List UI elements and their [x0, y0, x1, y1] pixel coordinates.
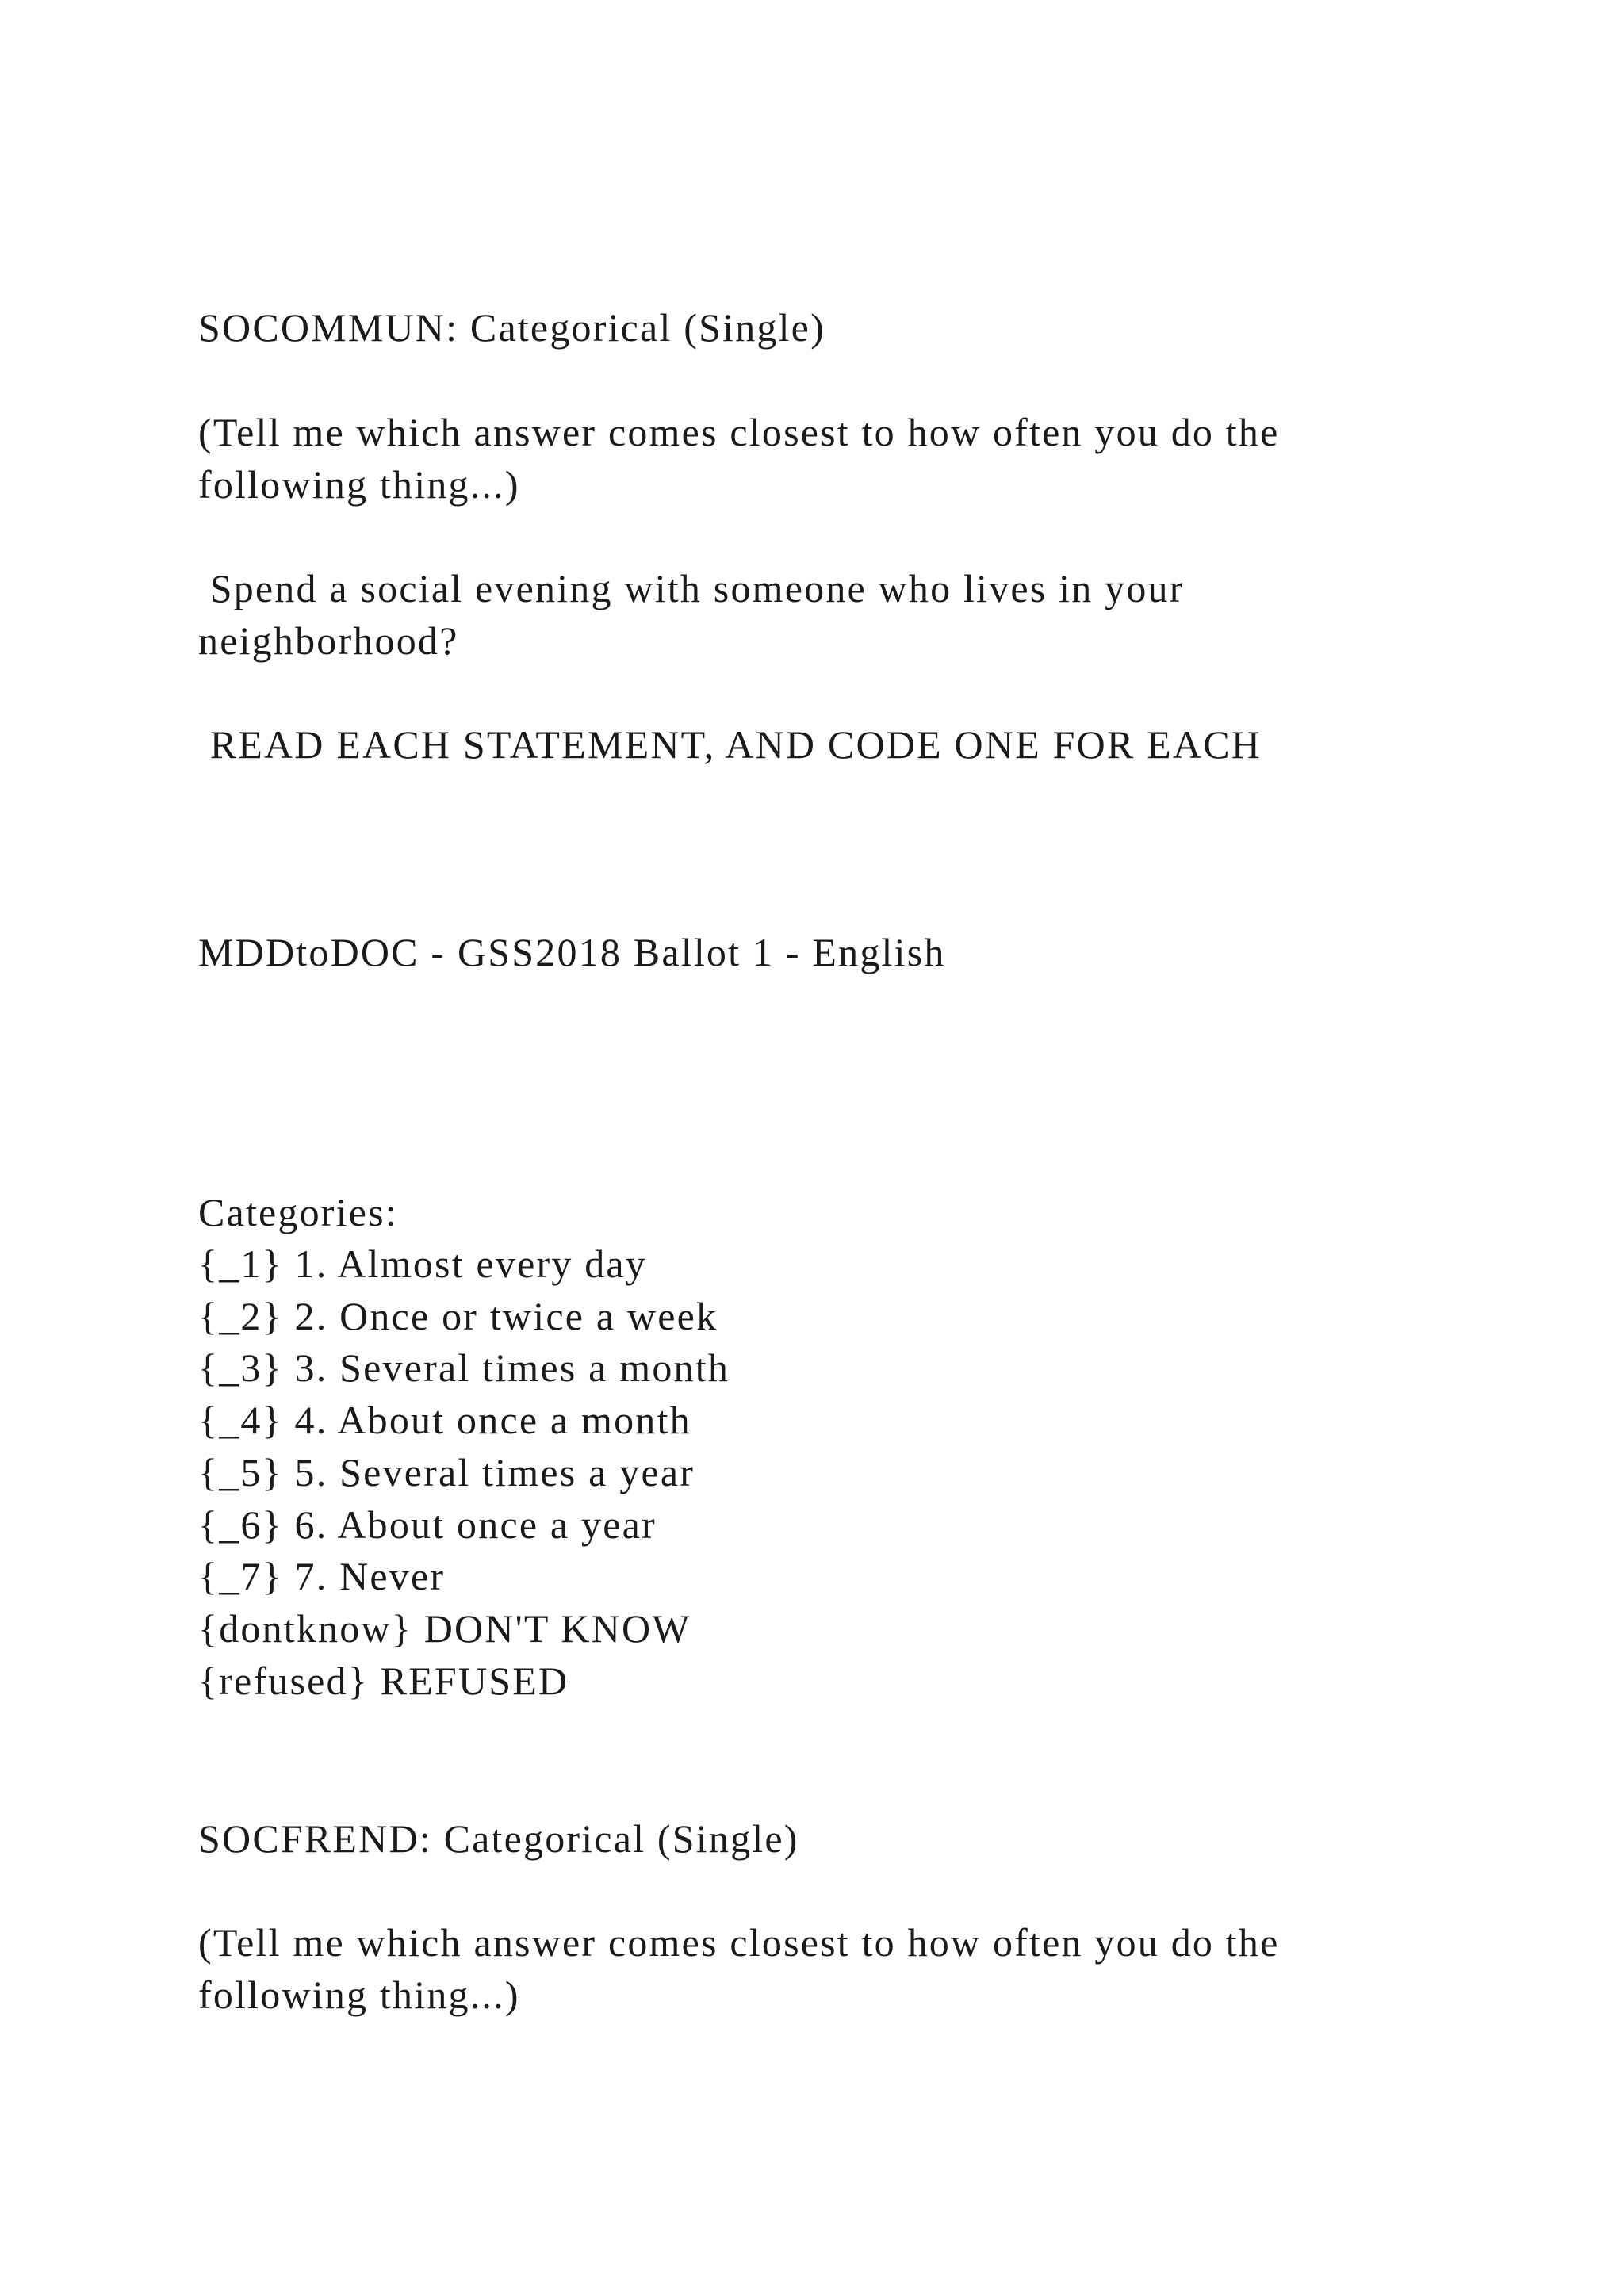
- categories-list: [198, 1238, 730, 1707]
- category-item: {_2} 2. Once or twice a week: [198, 1293, 718, 1338]
- question-intro-line-1: (Tell me which answer comes closest to how often you do the: [198, 410, 1280, 454]
- question-prompt-line-2: neighborhood?: [198, 618, 459, 663]
- category-item: {_7} 7. Never: [198, 1554, 446, 1599]
- document-source-line: MDDtoDOC - GSS2018 Ballot 1 - English: [198, 930, 946, 974]
- category-item: {dontknow} DON'T KNOW: [198, 1605, 691, 1651]
- category-item: {_1} 1. Almost every day: [198, 1242, 648, 1286]
- question-intro-line-2: following thing...): [198, 462, 520, 507]
- categories-label: Categories:: [198, 1190, 398, 1234]
- question2-intro-line-1: (Tell me which answer comes closest to how often you do the: [198, 1920, 1280, 1965]
- category-item: {_3} 3. Several times a month: [198, 1345, 730, 1391]
- category-item: {_4} 4. About once a month: [198, 1398, 691, 1443]
- interviewer-instruction: READ EACH STATEMENT, AND CODE ONE FOR EACH: [198, 722, 1262, 767]
- category-item: {_6} 6. About once a year: [198, 1502, 657, 1547]
- category-item: {refused} REFUSED: [198, 1658, 569, 1703]
- question-header-socfrend: SOCFREND: Categorical (Single): [198, 1816, 799, 1861]
- category-item: {_5} 5. Several times a year: [198, 1449, 695, 1494]
- question2-intro-line-2: following thing...): [198, 1973, 520, 2017]
- question-prompt-line-1: Spend a social evening with someone who lives in your: [198, 566, 1185, 610]
- question-header-socommun: SOCOMMUN: Categorical (Single): [198, 305, 825, 350]
